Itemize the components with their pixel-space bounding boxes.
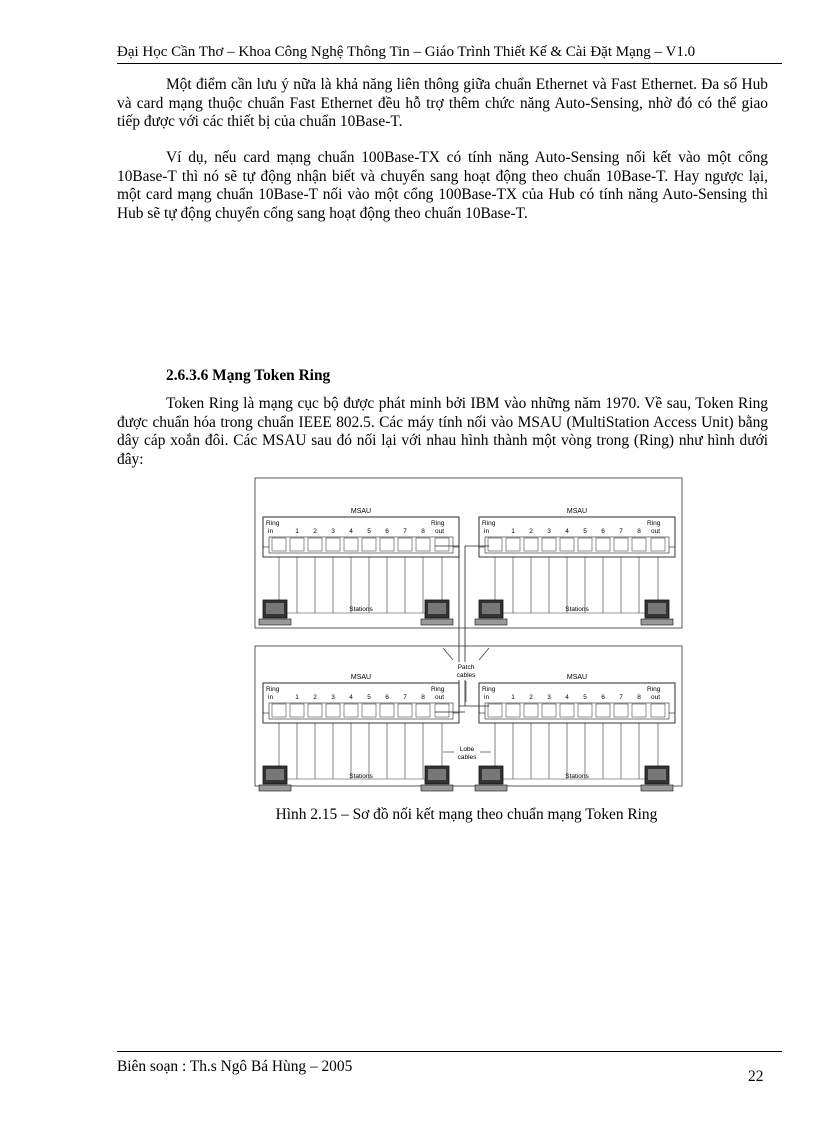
- ring-in-label: Ring: [482, 686, 496, 693]
- port-number: 7: [403, 694, 407, 701]
- patch-cables-label: Patch: [457, 664, 475, 671]
- port-number: 3: [547, 694, 551, 701]
- port-number: 2: [529, 694, 533, 701]
- msau-bottom-right: [479, 683, 675, 779]
- port-number: 7: [619, 528, 623, 535]
- port-number: 3: [331, 694, 335, 701]
- figure-caption: Hình 2.15 – Sơ đồ nối kết mạng theo chuẩn mạng Token Ring: [275, 806, 658, 823]
- port-number: 3: [547, 528, 551, 535]
- ring-in-label: in: [484, 694, 490, 701]
- port-number: 2: [313, 528, 317, 535]
- port-number: 6: [385, 528, 389, 535]
- ring-in-label: Ring: [266, 686, 280, 693]
- ring-in-label: in: [484, 528, 490, 535]
- msau-label: MSAU: [350, 674, 372, 681]
- port-number: 1: [511, 528, 515, 535]
- port-number: 5: [583, 694, 587, 701]
- port-number: 7: [403, 528, 407, 535]
- port-number: 4: [565, 694, 569, 701]
- computer-icon: [475, 766, 507, 791]
- ring-out-label: Ring: [647, 686, 661, 693]
- stations-label: Stations: [565, 606, 589, 613]
- port-number: 4: [565, 528, 569, 535]
- computer-icon: [475, 600, 507, 625]
- computer-icon: [259, 600, 291, 625]
- ring-out-label: out: [435, 528, 445, 535]
- computer-icon: [641, 766, 673, 791]
- paragraph-token-ring: Token Ring là mạng cục bộ được phát minh bởi IBM vào những năm 1970. Về sau, Token Ring được chuẩn hóa trong chuẩn IEEE 802.5. Các máy tính nối vào MSAU (MultiStation Access Unit) bằng dây cáp xoắn đôi. Các MSAU sau đó nối lại với nhau hình thành một vòng trong (Ring) như hình dưới đây:: [117, 395, 768, 468]
- msau-label: MSAU: [350, 508, 372, 515]
- computer-icon: [421, 766, 453, 791]
- stations-label: Stations: [349, 773, 373, 780]
- footer-author: Biên soạn : Th.s Ngô Bá Hùng – 2005: [117, 1058, 353, 1075]
- ring-out-label: Ring: [431, 520, 445, 527]
- stations-label: Stations: [349, 606, 373, 613]
- ring-in-label: Ring: [266, 520, 280, 527]
- token-ring-diagram: [253, 476, 686, 799]
- port-number: 3: [331, 528, 335, 535]
- port-number: 1: [511, 694, 515, 701]
- ring-in-label: Ring: [482, 520, 496, 527]
- patch-callout-arrow: [479, 648, 489, 660]
- computer-icon: [421, 600, 453, 625]
- patch-cables-label: cables: [456, 672, 476, 679]
- ring-in-label: in: [268, 528, 274, 535]
- port-number: 5: [367, 694, 371, 701]
- port-number: 6: [601, 694, 605, 701]
- port-number: 6: [385, 694, 389, 701]
- computer-icon: [641, 600, 673, 625]
- section-title: 2.6.3.6 Mạng Token Ring: [166, 367, 331, 384]
- msau-bottom-left: [263, 683, 459, 779]
- port-number: 1: [295, 528, 299, 535]
- ring-out-label: out: [651, 694, 661, 701]
- ring-out-label: out: [651, 528, 661, 535]
- ring-out-label: Ring: [431, 686, 445, 693]
- port-number: 2: [529, 528, 533, 535]
- footer-divider: [117, 1051, 782, 1052]
- port-number: 8: [637, 528, 641, 535]
- port-number: 8: [637, 694, 641, 701]
- port-number: 5: [367, 528, 371, 535]
- msau-label: MSAU: [566, 508, 588, 515]
- ring-in-label: in: [268, 694, 274, 701]
- port-number: 1: [295, 694, 299, 701]
- port-number: 6: [601, 528, 605, 535]
- lobe-cables-label: cables: [457, 754, 477, 761]
- port-number: 4: [349, 694, 353, 701]
- page-header: Đại Học Cần Thơ – Khoa Công Nghệ Thông Tin – Giáo Trình Thiết Kế & Cài Đặt Mạng – V1.0: [117, 44, 782, 64]
- port-number: 8: [421, 694, 425, 701]
- port-number: 7: [619, 694, 623, 701]
- patch-callout-arrow: [443, 648, 453, 660]
- paragraph-example: Ví dụ, nếu card mạng chuẩn 100Base-TX có tính năng Auto-Sensing nối kết vào một cổng 10Base-T thì nó sẽ tự động nhận biết và chuyển sang hoạt động theo chuẩn 10Base-T. Hay ngược lại, một card mạng chuẩn 10Base-T nối vào một cổng 100Base-TX của Hub có tính năng Auto-Sensing thì Hub sẽ tự động chuyển cổng sang hoạt động theo chuẩn 10Base-T.: [117, 149, 768, 222]
- computer-icon: [259, 766, 291, 791]
- port-number: 2: [313, 694, 317, 701]
- msau-label: MSAU: [566, 674, 588, 681]
- page-number: 22: [748, 1068, 764, 1085]
- port-number: 8: [421, 528, 425, 535]
- msau-top-right: [479, 517, 675, 613]
- ring-out-label: out: [435, 694, 445, 701]
- stations-label: Stations: [565, 773, 589, 780]
- port-number: 5: [583, 528, 587, 535]
- lobe-cables-label: Lobe: [459, 746, 475, 753]
- ring-out-label: Ring: [647, 520, 661, 527]
- port-number: 4: [349, 528, 353, 535]
- paragraph-autosensing: Một điểm cần lưu ý nữa là khả năng liên thông giữa chuẩn Ethernet và Fast Ethernet. Đa số Hub và card mạng thuộc chuẩn Fast Ethernet đều hỗ trợ thêm chức năng Auto-Sensing, nhờ đó có thể giao tiếp được với các thiết bị của chuẩn 10Base-T.: [117, 76, 768, 131]
- msau-top-left: [263, 517, 459, 613]
